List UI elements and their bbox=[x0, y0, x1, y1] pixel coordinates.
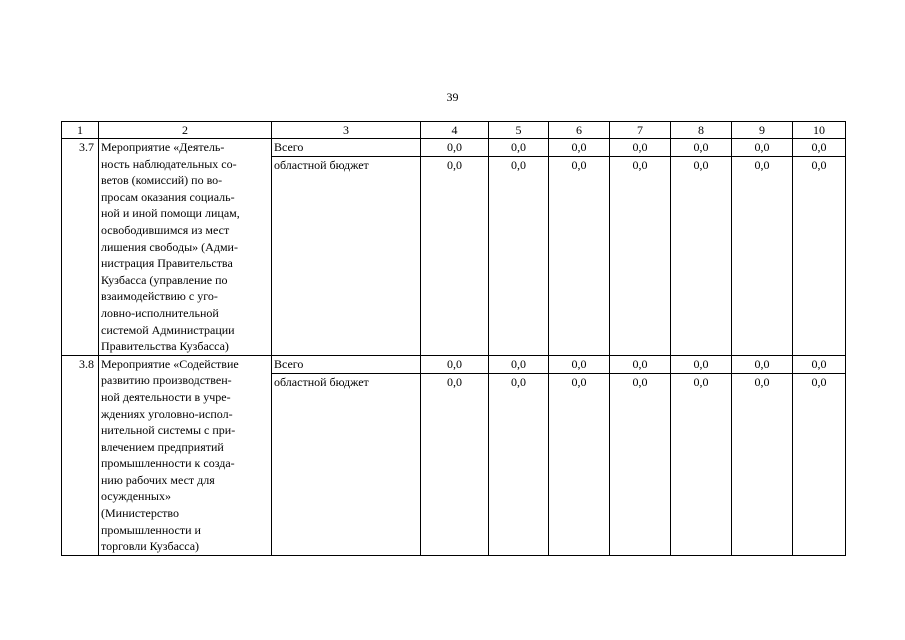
event-line: промышленности и bbox=[101, 522, 201, 537]
value-cell: 0,0 bbox=[793, 156, 846, 355]
value-cell: 0,0 bbox=[793, 139, 846, 157]
event-line: ность наблюдательных со- bbox=[101, 156, 237, 171]
value-cell: 0,0 bbox=[610, 156, 671, 355]
value-cell: 0,0 bbox=[732, 139, 793, 157]
header-cell: 7 bbox=[610, 122, 671, 139]
event-line: просам оказания социаль- bbox=[101, 189, 235, 204]
event-line: нительной системы с при- bbox=[101, 423, 236, 438]
event-line: освободившимся из мест bbox=[101, 222, 230, 237]
header-cell: 5 bbox=[489, 122, 549, 139]
event-line: Мероприятие «Деятель- bbox=[101, 140, 225, 154]
event-line: (Министерство bbox=[101, 506, 179, 521]
event-line: осужденных» bbox=[101, 489, 171, 504]
event-line: взаимодействию с уго- bbox=[101, 289, 218, 304]
event-description bbox=[99, 355, 272, 555]
event-line: влечением предприятий bbox=[101, 439, 224, 454]
value-cell: 0,0 bbox=[793, 355, 846, 373]
row-index: 3.7 bbox=[62, 139, 99, 356]
value-cell: 0,0 bbox=[421, 139, 489, 157]
header-cell: 2 bbox=[99, 122, 272, 139]
funding-source: Всего bbox=[272, 355, 421, 373]
header-cell: 6 bbox=[549, 122, 610, 139]
funding-source: областной бюджет bbox=[272, 373, 421, 555]
event-line: лишения свободы» (Адми- bbox=[101, 239, 238, 254]
event-line: Мероприятие «Содействие bbox=[101, 356, 239, 371]
value-cell: 0,0 bbox=[671, 373, 732, 555]
table-row bbox=[62, 139, 846, 157]
header-cell: 8 bbox=[671, 122, 732, 139]
value-cell: 0,0 bbox=[489, 156, 549, 355]
value-cell: 0,0 bbox=[671, 139, 732, 157]
budget-table bbox=[61, 121, 846, 556]
event-line: промышленности к созда- bbox=[101, 456, 235, 471]
value-cell: 0,0 bbox=[610, 373, 671, 555]
value-cell: 0,0 bbox=[549, 355, 610, 373]
value-cell: 0,0 bbox=[489, 139, 549, 157]
table-header-row bbox=[62, 122, 846, 139]
event-line: ной деятельности в учре- bbox=[101, 389, 231, 404]
value-cell: 0,0 bbox=[671, 156, 732, 355]
event-line: ждениях уголовно-испол- bbox=[101, 406, 233, 421]
value-cell: 0,0 bbox=[489, 355, 549, 373]
value-cell: 0,0 bbox=[732, 373, 793, 555]
value-cell: 0,0 bbox=[610, 355, 671, 373]
event-line: ветов (комиссий) по во- bbox=[101, 173, 223, 188]
value-cell: 0,0 bbox=[732, 355, 793, 373]
header-cell: 4 bbox=[421, 122, 489, 139]
value-cell: 0,0 bbox=[732, 156, 793, 355]
value-cell: 0,0 bbox=[421, 355, 489, 373]
event-line: Кузбасса (управление по bbox=[101, 272, 228, 287]
value-cell: 0,0 bbox=[671, 355, 732, 373]
event-line: торговли Кузбасса) bbox=[101, 539, 200, 554]
row-index: 3.8 bbox=[62, 355, 99, 555]
value-cell: 0,0 bbox=[489, 373, 549, 555]
table-row bbox=[62, 355, 846, 373]
event-line: Правительства Кузбасса) bbox=[101, 339, 229, 354]
event-line: ловно-исполнительной bbox=[101, 305, 219, 320]
event-line: нистрация Правительства bbox=[101, 256, 233, 271]
event-line: развитию производствен- bbox=[101, 373, 232, 388]
event-line: нию рабочих мест для bbox=[101, 472, 215, 487]
value-cell: 0,0 bbox=[549, 373, 610, 555]
header-cell: 3 bbox=[272, 122, 421, 139]
page-number: 39 bbox=[446, 90, 459, 104]
header-cell: 9 bbox=[732, 122, 793, 139]
value-cell: 0,0 bbox=[421, 156, 489, 355]
event-line: ной и иной помощи лицам, bbox=[101, 206, 240, 221]
value-cell: 0,0 bbox=[549, 139, 610, 157]
value-cell: 0,0 bbox=[549, 156, 610, 355]
funding-source: областной бюджет bbox=[272, 156, 421, 355]
value-cell: 0,0 bbox=[421, 373, 489, 555]
value-cell: 0,0 bbox=[793, 373, 846, 555]
event-line: системой Администрации bbox=[101, 322, 235, 337]
header-cell: 1 bbox=[62, 122, 99, 139]
funding-source: Всего bbox=[272, 139, 421, 157]
value-cell: 0,0 bbox=[610, 139, 671, 157]
table-body bbox=[62, 122, 846, 556]
event-description bbox=[99, 139, 272, 356]
header-cell: 10 bbox=[793, 122, 846, 139]
